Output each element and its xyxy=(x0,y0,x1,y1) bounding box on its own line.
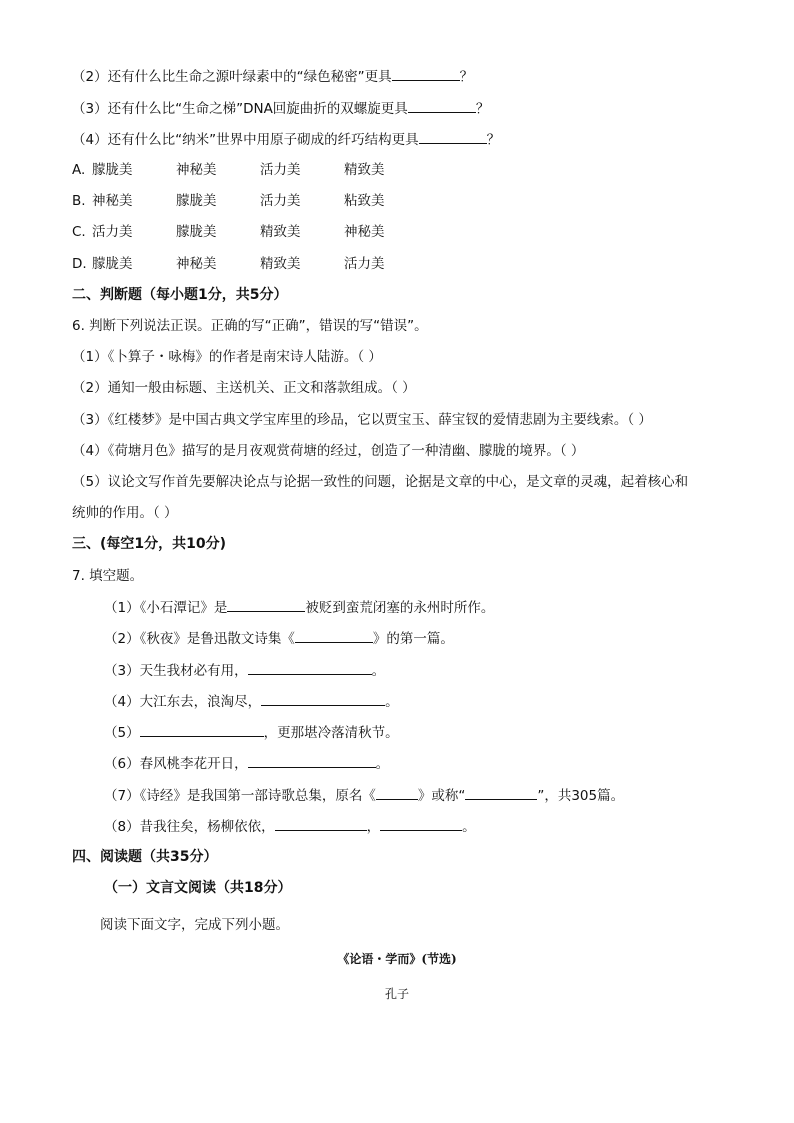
fill-text: 。 xyxy=(462,819,476,835)
fill-text: （3）天生我材必有用， xyxy=(104,663,248,679)
option-choice: 朦胧美 xyxy=(176,224,217,240)
fill-text: （7）《诗经》是我国第一部诗歌总集，原名《 xyxy=(104,788,376,804)
fill-text: 。 xyxy=(375,756,390,772)
q6-item-1: （1）《卜算子・咏梅》的作者是南宋诗人陆游。（ ） xyxy=(72,349,382,365)
answer-blank[interactable] xyxy=(275,816,367,831)
option-choice: 活力美 xyxy=(92,224,133,240)
q5-item-3-text: （3）还有什么比“生命之梯”DNA回旋曲折的双螺旋更具 xyxy=(72,101,408,117)
option-letter: C. xyxy=(72,224,86,240)
answer-blank[interactable] xyxy=(408,98,476,113)
fill-text: ， xyxy=(366,819,381,835)
q5-item-3-end: ？ xyxy=(475,101,490,117)
answer-blank[interactable] xyxy=(227,597,305,612)
fill-item-6 xyxy=(104,753,389,774)
section-3-heading: 三、(每空1分，共10分) xyxy=(72,536,227,552)
fill-text: （6）春风桃李花开日， xyxy=(104,756,248,772)
answer-blank[interactable] xyxy=(295,628,373,643)
q5-item-4-text: （4）还有什么比“纳米”世界中用原子砌成的纤巧结构更具 xyxy=(72,132,419,148)
option-letter: D. xyxy=(72,256,87,272)
q5-item-4-end: ？ xyxy=(486,132,501,148)
option-b[interactable] xyxy=(72,191,385,211)
fill-text: 。 xyxy=(385,694,399,710)
q6-item-5-cont: 统帅的作用。（ ） xyxy=(72,505,178,521)
option-c[interactable] xyxy=(72,222,385,242)
fill-item-3 xyxy=(104,660,385,681)
fill-item-8 xyxy=(104,816,476,837)
option-d[interactable] xyxy=(72,254,385,274)
option-choice: 朦胧美 xyxy=(92,256,133,272)
fill-text: （1）《小石潭记》是 xyxy=(104,600,228,616)
answer-blank[interactable] xyxy=(248,660,372,675)
q5-item-2-end: ？ xyxy=(459,69,474,85)
option-choice: 精致美 xyxy=(344,162,385,178)
section-4-heading: 四、阅读题（共35分） xyxy=(72,849,218,865)
q5-item-2-text: （2）还有什么比生命之源叶绿素中的“绿色秘密”更具 xyxy=(72,69,392,85)
fill-text: （8）昔我往矣，杨柳依依， xyxy=(104,819,275,835)
q5-item-2 xyxy=(72,66,473,87)
fill-text: 》或称“ xyxy=(417,788,466,804)
answer-blank[interactable] xyxy=(419,129,487,144)
option-choice: 神秘美 xyxy=(176,162,217,178)
option-a[interactable] xyxy=(72,160,385,180)
answer-blank[interactable] xyxy=(465,785,537,800)
subsection-classical-reading: （一）文言文阅读（共18分） xyxy=(104,880,292,896)
passage-title: 《论语・学而》(节选) xyxy=(337,952,457,966)
answer-blank[interactable] xyxy=(261,691,385,706)
q6-item-5: （5）议论文写作首先要解决论点与论据一致性的问题，论据是文章的中心，是文章的灵魂，起着核心和 xyxy=(72,474,689,490)
option-choice: 朦胧美 xyxy=(92,162,133,178)
option-choice: 朦胧美 xyxy=(176,193,217,209)
fill-text: 》的第一篇。 xyxy=(372,631,454,647)
fill-item-7 xyxy=(104,785,624,806)
fill-text: 被贬到蛮荒闭塞的永州时所作。 xyxy=(305,600,495,616)
option-letter: B. xyxy=(72,193,86,209)
fill-item-2 xyxy=(104,628,454,649)
fill-item-1 xyxy=(104,597,494,618)
option-choice: 神秘美 xyxy=(344,224,385,240)
q6-item-2: （2）通知一般由标题、主送机关、正文和落款组成。（ ） xyxy=(72,380,416,396)
fill-item-4 xyxy=(104,691,399,712)
q7-stem: 7. 填空题。 xyxy=(72,568,144,584)
answer-blank[interactable] xyxy=(380,816,462,831)
option-choice: 精致美 xyxy=(260,224,301,240)
fill-text: （5） xyxy=(104,725,140,741)
option-choice: 神秘美 xyxy=(176,256,217,272)
answer-blank[interactable] xyxy=(376,785,418,800)
fill-item-5 xyxy=(104,722,399,743)
q6-item-3: （3）《红楼梦》是中国古典文学宝库里的珍品，它以贾宝玉、薛宝钗的爱情悲剧为主要线索。（ ） xyxy=(72,412,652,428)
fill-text: ”，共305篇。 xyxy=(537,788,625,804)
q5-item-4 xyxy=(72,129,500,150)
answer-blank[interactable] xyxy=(392,66,460,81)
answer-blank[interactable] xyxy=(248,753,376,768)
q6-stem: 6. 判断下列说法正误。正确的写“正确”，错误的写“错误”。 xyxy=(72,318,428,334)
answer-blank[interactable] xyxy=(140,722,264,737)
fill-text: ，更那堪冷落清秋节。 xyxy=(263,725,399,741)
fill-text: （4）大江东去，浪淘尽， xyxy=(104,694,262,710)
option-letter: A. xyxy=(72,162,86,178)
passage-author: 孔子 xyxy=(384,987,409,1001)
option-choice: 活力美 xyxy=(260,193,301,209)
reading-instruction: 阅读下面文字，完成下列小题。 xyxy=(100,917,289,933)
option-choice: 神秘美 xyxy=(92,193,133,209)
option-choice: 活力美 xyxy=(344,256,385,272)
option-choice: 粘致美 xyxy=(344,193,385,209)
q5-item-3 xyxy=(72,98,489,119)
option-choice: 活力美 xyxy=(260,162,301,178)
fill-text: 。 xyxy=(371,663,386,679)
section-2-heading: 二、判断题（每小题1分，共5分） xyxy=(72,287,288,303)
q6-item-4: （4）《荷塘月色》描写的是月夜观赏荷塘的经过，创造了一种清幽、朦胧的境界。（ ） xyxy=(72,443,585,459)
option-choice: 精致美 xyxy=(260,256,301,272)
fill-text: （2）《秋夜》是鲁迅散文诗集《 xyxy=(104,631,295,647)
